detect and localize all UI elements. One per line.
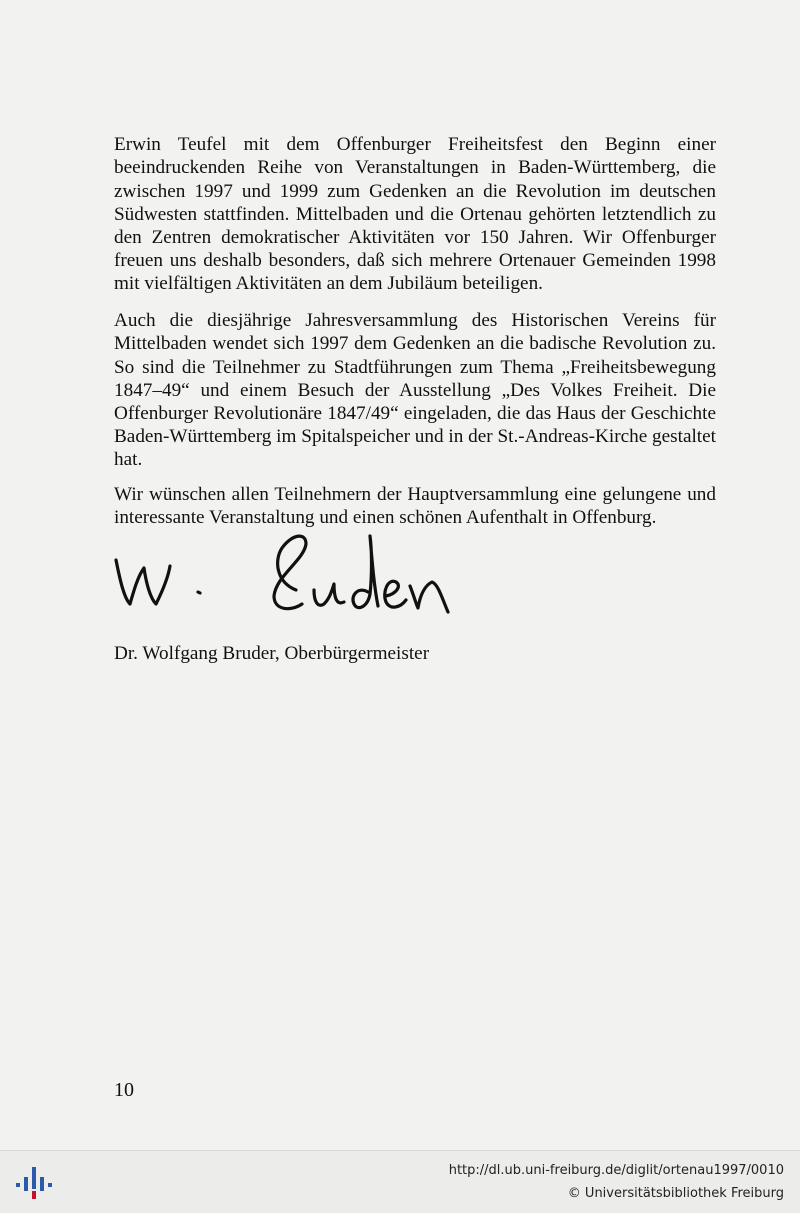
footer-bar bbox=[0, 1150, 800, 1213]
paragraph-1: Erwin Teufel mit dem Offenburger Freiheitsfest den Beginn einer beeindruckenden Reihe von Veranstaltungen in Baden-Württemberg, die zwischen 1997 und 1999 zum Gedenken an die Revolution im deutschen Südwesten stattfinden. Mittelbaden und die Ortenau gehörten letztendlich zu den Zentren demokratischer Aktivitäten vor 150 Jahren. Wir Offenburger freuen uns deshalb besonders, daß sich mehrere Ortenauer Gemeinden 1998 mit vielfältigen Aktivitäten an dem Jubiläum beteiligen. bbox=[114, 134, 716, 295]
signature-drawing bbox=[106, 520, 506, 630]
page-number: 10 bbox=[114, 1079, 134, 1101]
source-url-link[interactable]: http://dl.ub.uni-freiburg.de/diglit/ortenau1997/0010 bbox=[448, 1163, 784, 1178]
handwritten-signature bbox=[106, 520, 506, 630]
paragraph-2: Auch die diesjährige Jahresversammlung des Historischen Vereins für Mittelbaden wendet sich 1997 dem Gedenken an die badische Revolution zu. So sind die Teilnehmer zu Stadtführungen zum Thema „Freiheitsbewegung 1847–49“ und einem Besuch der Ausstellung „Des Volkes Freiheit. Die Offenburger Revolutionäre 1847/49“ eingeladen, die das Haus der Geschichte Baden-Württemberg im Spitalspeicher und in der St.-Andreas-Kirche gestaltet hat. bbox=[114, 310, 716, 471]
copyright-notice: © Universitätsbibliothek Freiburg bbox=[567, 1186, 784, 1201]
signer-name: Dr. Wolfgang Bruder, Oberbürgermeister bbox=[114, 643, 430, 664]
ub-freiburg-logo-icon bbox=[14, 1165, 54, 1201]
paragraph-3: Wir wünschen allen Teilnehmern der Hauptversammlung eine gelungene und interessante Veranstaltung und einen schönen Aufenthalt in Offenburg. bbox=[114, 484, 716, 529]
